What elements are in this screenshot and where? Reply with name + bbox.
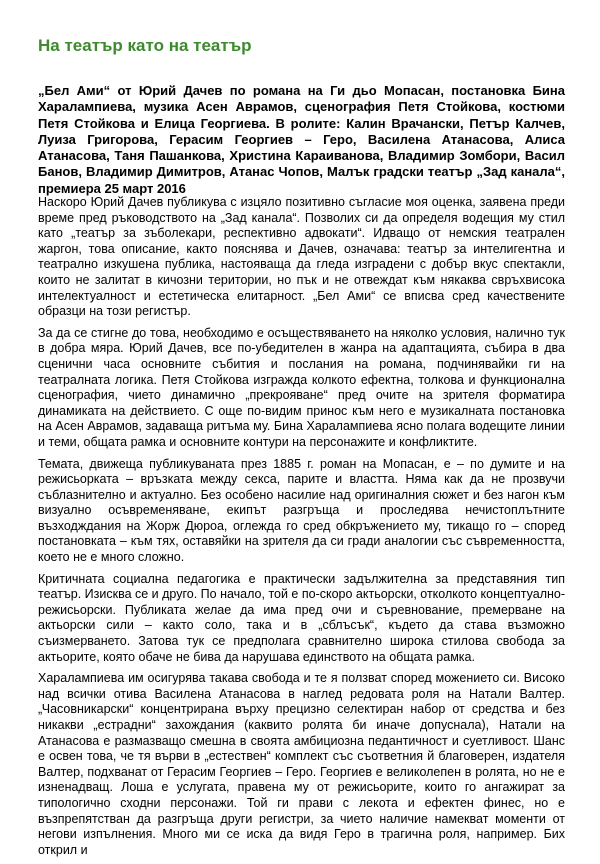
paragraph: Критичната социална педагогика е практически задължителна за представяния тип театър. Изисква се и друго. По начало, той е по-скоро актьорски, отколкото концептуално-режисьорски. Публиката желае да има пред очи и съревнование, премерване на актьорски сили – както соло, така и в „сблъсък“, където да става възможно съизмерването. Затова тук се предполага сравнително широка стилова свобода за актьорите, която обаче не бива да нарушава единството на общата рамка.	[38, 571, 566, 664]
paragraph: Темата, движеща публикуваната през 1885 г. роман на Мопасан, е – по думите и на режисьорката – връзката между секса, парите и властта. Няма как да не прозвучи съблазнително и актуално. Без особено насилие над оригиналния сюжет и без нагон към визуално осъвременяване, екипът разгръща и проследява нечистоплътните възходждания на Жорж Дюроа, оглежда го сред обкръжението му, тикащо го – според постановката – към тях, оставяйки на зрителя да си гради аналогии със съвременността, което не е много сложно.	[38, 456, 565, 565]
paragraph: Наскоро Юрий Дачев публикува с изцяло позитивно съгласие моя оценка, заявена преди време пред ръководството на „Зад канала“. Позволих си да определя водещия му стил като „театър за зъболекари, респективно адвокати“. Идващо от немския театрален жаргон, това описание, както пояснява и Дачев, означава: театър за интелигентна и театрално изкушена публика, настояваща да гледа изградени с добър вкус спектакли, които не залитат в кичозни територии, но пък и не отвеждат към някаква свръхвисока интелектуалност и естетическа елитарност. „Бел Ами“ се вписва сред качествените образци на този регистър.	[38, 195, 565, 319]
article-credits: „Бел Ами“ от Юрий Дачев по романа на Ги дьо Мопасан, постановка Бина Харалампиева, музика Асен Аврамов, сценография Петя Стойкова, костюми Петя Стойкова и Елица Георгиева. В ролите: Калин Врачански, Петър Калчев, Луиза Григорова, Герасим Георгиев – Геро, Василена Атанасова, Алиса Атанасова, Таня Пашанкова, Христина Караиванова, Владимир Зомбори, Васил Банов, Владимир Димитров, Атанас Чопов, Малък градски театър „Зад канала“, премиера 25 март 2016	[38, 83, 565, 196]
paragraph: За да се стигне до това, необходимо е осъществяването на няколко условия, налично тук в добра мяра. Юрий Дачев, все по-убедителен в жанра на адаптацията, събира в два сценични часа основните събития и послания на романа, подчинявайки ги на театралната логика. Петя Стойкова изгражда колкото ефектна, толкова и функционална сценография, чието динамично „прекрояване“ пред очите на зрителя форматира динамиката на действието. С още по-видим принос към него е музикалната постановка на Асен Аврамов, задаваща ритъма му. Бина Харалампиева ясно полага водещите линии и теми, общата рамка и основните контури на персонажите и конфликтите.	[38, 325, 565, 449]
article-body	[38, 195, 565, 864]
paragraph: Харалампиева им осигурява такава свобода и те я ползват според можението си. Високо над всички отива Василена Атанасова в наглед редовата роля на Натали Валтер. „Часовникарски“ концентрирана върху прецизно селектиран набор от средства и без никакви „естрадни“ захождания (каквито ролята би иначе допуснала), Натали на Атанасова е размазващо смешна в своята амбициозна педантичност и суетливост. Шанс е освен това, че тя върви в „естествен“ комплект със съответния й благоверен, издателя Валтер, подхванат от Герасим Георгиев – Геро. Георгиев е великолепен в ролята, но не е изненадващ. Лоша е услугата, правена му от режисьорите, които го ангажират за типологично сходни персонажи. Той ги прави с лекота и ефектен финес, но е възпрепятстван да разгръща други регистри, за чието наличие намекват моменти от негови изпълнения. Много ми се иска да видя Геро в трагична роля, например. Бих открил и	[38, 671, 565, 857]
article-title: На театър като на театър	[38, 36, 252, 55]
